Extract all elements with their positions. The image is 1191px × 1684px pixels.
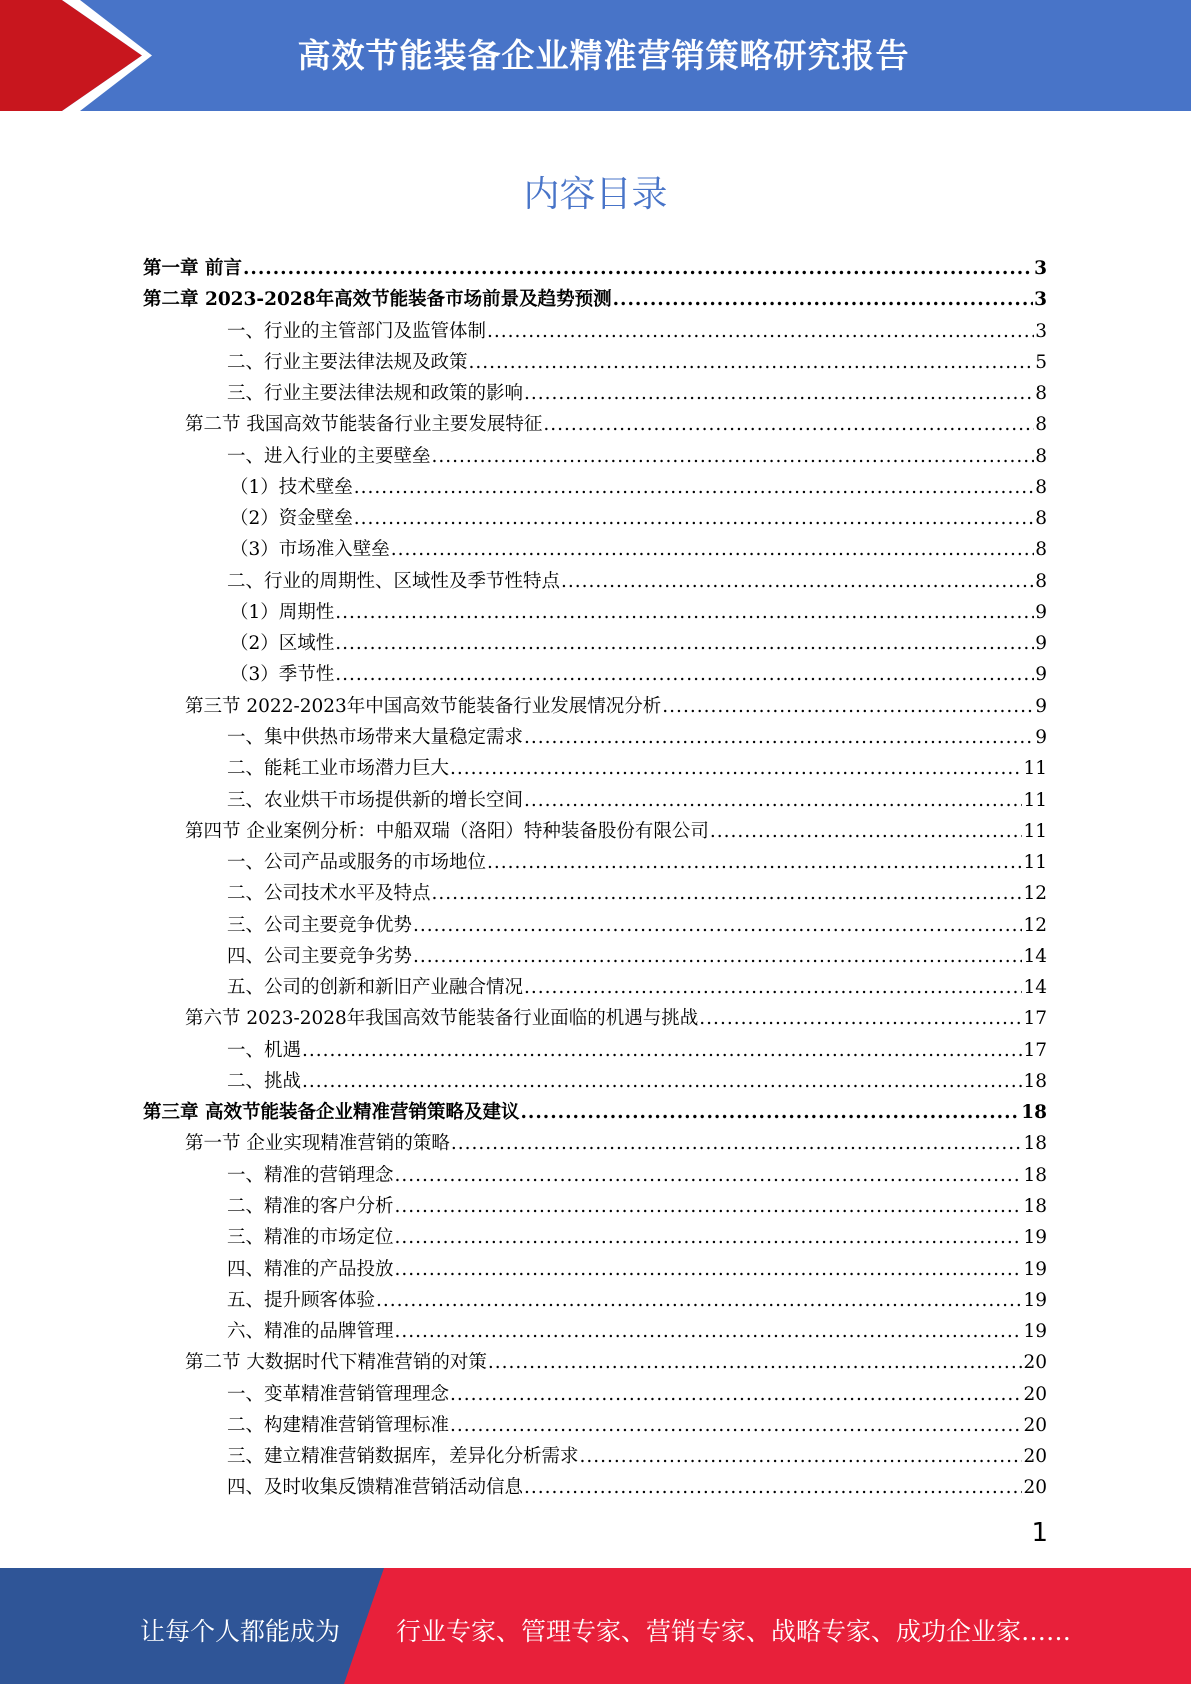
toc-entry[interactable] [0, 1348, 1191, 1379]
toc-dot-leader [354, 477, 1034, 498]
toc-entry-title: 第三节 2022-2023年中国高效节能装备行业发展情况分析 [185, 695, 662, 717]
toc-dot-leader [395, 1227, 1023, 1248]
toc-entry[interactable] [0, 879, 1191, 910]
toc-entry[interactable] [0, 848, 1191, 879]
toc-entry-title: （3）市场准入壁垒 [230, 539, 390, 561]
toc-dot-leader [662, 696, 1034, 717]
toc-entry-page: 11 [1023, 789, 1047, 811]
toc-dot-leader [488, 1352, 1023, 1373]
toc-entry-page: 8 [1035, 383, 1047, 405]
toc-dot-leader [395, 1321, 1023, 1342]
toc-entry-page: 18 [1023, 1070, 1047, 1092]
toc-entry[interactable] [0, 410, 1191, 441]
toc-dot-leader [524, 727, 1034, 748]
table-of-contents [0, 254, 1191, 1505]
toc-entry-page: 18 [1023, 1164, 1047, 1186]
toc-dot-leader [432, 446, 1035, 467]
toc-entry-page: 20 [1023, 1446, 1047, 1468]
toc-entry-title: 二、行业主要法律法规及政策 [227, 351, 468, 373]
toc-dot-leader [524, 977, 1022, 998]
toc-entry-title: 二、挑战 [227, 1070, 302, 1092]
toc-dot-leader [699, 1008, 1022, 1029]
toc-entry-page: 19 [1023, 1289, 1047, 1311]
toc-entry-title: 五、公司的创新和新旧产业融合情况 [227, 977, 524, 999]
footer-banner [0, 1568, 1191, 1684]
toc-dot-leader [335, 664, 1034, 685]
toc-entry-title: （2）资金壁垒 [230, 508, 353, 530]
toc-dot-leader [335, 633, 1034, 654]
toc-heading: 内容目录 [523, 174, 668, 215]
toc-entry-page: 11 [1023, 852, 1047, 874]
toc-entry-page: 18 [1021, 1102, 1047, 1124]
toc-dot-leader [524, 790, 1022, 811]
toc-entry-page: 19 [1023, 1258, 1047, 1280]
toc-entry[interactable] [0, 942, 1191, 973]
toc-entry-page: 18 [1023, 1195, 1047, 1217]
footer-slogan-left: 让每个人都能成为 [140, 1617, 341, 1646]
toc-entry[interactable] [0, 348, 1191, 379]
toc-entry-title: 二、精准的客户分析 [227, 1195, 394, 1217]
toc-entry-title: 三、农业烘干市场提供新的增长空间 [227, 789, 524, 811]
toc-entry-title: 六、精准的品牌管理 [227, 1321, 394, 1343]
toc-entry[interactable] [0, 723, 1191, 754]
toc-entry[interactable] [0, 754, 1191, 785]
toc-entry-page: 14 [1023, 977, 1047, 999]
toc-entry-title: 二、公司技术水平及特点 [227, 883, 431, 905]
toc-entry[interactable] [0, 285, 1191, 316]
toc-entry-title: 第四节 企业案例分析：中船双瑞（洛阳）特种装备股份有限公司 [185, 820, 709, 842]
toc-entry-page: 3 [1034, 258, 1047, 279]
toc-entry-title: （2）区域性 [230, 633, 335, 655]
toc-entry-page: 17 [1023, 1039, 1047, 1061]
toc-entry[interactable] [0, 1129, 1191, 1160]
toc-entry[interactable] [0, 660, 1191, 691]
toc-entry-title: 一、精准的营销理念 [227, 1164, 394, 1186]
toc-entry-title: 二、构建精准营销管理标准 [227, 1414, 450, 1436]
toc-entry-page: 18 [1023, 1133, 1047, 1155]
toc-entry[interactable] [0, 1442, 1191, 1473]
toc-entry[interactable] [0, 535, 1191, 566]
toc-dot-leader [520, 1102, 1020, 1123]
toc-entry-title: 第三章 高效节能装备企业精准营销策略及建议 [143, 1102, 520, 1124]
toc-entry[interactable] [0, 692, 1191, 723]
toc-entry[interactable] [0, 1411, 1191, 1442]
toc-entry-page: 11 [1023, 758, 1047, 780]
toc-entry[interactable] [0, 598, 1191, 629]
toc-entry[interactable] [0, 317, 1191, 348]
footer-slogan-right: 行业专家、管理专家、营销专家、战略专家、成功企业家…… [396, 1617, 1072, 1646]
toc-entry[interactable] [0, 442, 1191, 473]
toc-entry[interactable] [0, 1098, 1191, 1129]
toc-entry-page: 9 [1035, 601, 1047, 623]
toc-entry-title: 四、及时收集反馈精准营销活动信息 [227, 1477, 524, 1499]
toc-entry[interactable] [0, 254, 1191, 285]
toc-entry-title: 一、公司产品或服务的市场地位 [227, 852, 487, 874]
toc-dot-leader [450, 1415, 1022, 1436]
toc-dot-leader [302, 1040, 1022, 1061]
toc-dot-leader [395, 1259, 1023, 1280]
toc-entry-title: 一、进入行业的主要壁垒 [227, 445, 431, 467]
toc-entry[interactable] [0, 973, 1191, 1004]
toc-entry-page: 9 [1035, 664, 1047, 686]
toc-dot-leader [469, 352, 1035, 373]
toc-entry[interactable] [0, 1223, 1191, 1254]
toc-entry-page: 17 [1023, 1008, 1047, 1030]
toc-dot-leader [561, 571, 1034, 592]
toc-entry-title: 二、行业的周期性、区域性及季节性特点 [227, 570, 561, 592]
toc-dot-leader [302, 1071, 1022, 1092]
toc-entry-page: 12 [1023, 914, 1047, 936]
toc-entry-title: 一、集中供热市场带来大量稳定需求 [227, 726, 524, 748]
toc-entry-page: 12 [1023, 883, 1047, 905]
toc-entry-title: 三、行业主要法律法规和政策的影响 [227, 383, 524, 405]
toc-entry-page: 19 [1023, 1321, 1047, 1343]
toc-entry[interactable] [0, 1317, 1191, 1348]
toc-entry-title: 三、建立精准营销数据库，差异化分析需求 [227, 1446, 579, 1468]
toc-dot-leader [413, 915, 1022, 936]
toc-entry-title: 五、提升顾客体验 [227, 1289, 376, 1311]
toc-entry-title: 第一节 企业实现精准营销的策略 [185, 1133, 450, 1155]
toc-entry-page: 8 [1035, 570, 1047, 592]
toc-entry-page: 9 [1035, 726, 1047, 748]
toc-entry-title: （1）技术壁垒 [230, 476, 353, 498]
toc-entry[interactable] [0, 473, 1191, 504]
toc-entry-title: 一、变革精准营销管理理念 [227, 1383, 450, 1405]
toc-dot-leader [524, 1477, 1022, 1498]
toc-dot-leader [243, 258, 1033, 279]
toc-entry-page: 8 [1035, 414, 1047, 436]
report-title: 高效节能装备企业精准营销策略研究报告 [297, 36, 910, 75]
toc-entry-title: （3）季节性 [230, 664, 335, 686]
toc-entry[interactable] [0, 786, 1191, 817]
toc-dot-leader [450, 758, 1022, 779]
toc-entry-page: 20 [1023, 1477, 1047, 1499]
toc-entry[interactable] [0, 567, 1191, 598]
toc-entry[interactable] [0, 817, 1191, 848]
toc-entry-page: 9 [1035, 695, 1047, 717]
toc-entry-page: 8 [1035, 539, 1047, 561]
toc-entry[interactable] [0, 1067, 1191, 1098]
toc-entry-title: （1）周期性 [230, 601, 335, 623]
toc-dot-leader [487, 321, 1034, 342]
toc-entry[interactable] [0, 504, 1191, 535]
toc-dot-leader [413, 946, 1022, 967]
toc-dot-leader [395, 1165, 1023, 1186]
toc-dot-leader [613, 289, 1034, 310]
toc-dot-leader [543, 414, 1034, 435]
toc-entry-page: 20 [1023, 1352, 1047, 1374]
toc-dot-leader [354, 508, 1034, 529]
toc-entry[interactable] [0, 1036, 1191, 1067]
toc-entry[interactable] [0, 1380, 1191, 1411]
toc-dot-leader [524, 383, 1034, 404]
toc-entry[interactable] [0, 1004, 1191, 1035]
toc-entry-title: 第六节 2023-2028年我国高效节能装备行业面临的机遇与挑战 [185, 1008, 699, 1030]
toc-entry[interactable] [0, 629, 1191, 660]
toc-entry-title: 第二章 2023-2028年高效节能装备市场前景及趋势预测 [143, 289, 612, 311]
toc-entry-title: 四、公司主要竞争劣势 [227, 945, 413, 967]
toc-entry[interactable] [0, 1161, 1191, 1192]
toc-entry-page: 8 [1035, 476, 1047, 498]
toc-entry-title: 一、行业的主管部门及监管体制 [227, 320, 487, 342]
toc-entry-page: 3 [1035, 320, 1047, 342]
toc-dot-leader [710, 821, 1023, 842]
toc-entry[interactable] [0, 911, 1191, 942]
toc-entry[interactable] [0, 1255, 1191, 1286]
toc-entry-page: 8 [1035, 508, 1047, 530]
toc-dot-leader [376, 1290, 1022, 1311]
toc-entry-page: 11 [1023, 820, 1047, 842]
toc-entry-title: 第二节 我国高效节能装备行业主要发展特征 [185, 414, 543, 436]
toc-dot-leader [391, 539, 1034, 560]
toc-entry-page: 9 [1035, 633, 1047, 655]
toc-entry-page: 5 [1035, 351, 1047, 373]
toc-entry-title: 一、机遇 [227, 1039, 302, 1061]
toc-dot-leader [487, 852, 1022, 873]
toc-entry[interactable] [0, 1473, 1191, 1504]
toc-entry-title: 二、能耗工业市场潜力巨大 [227, 758, 450, 780]
page-number: 1 [1031, 1518, 1048, 1548]
toc-dot-leader [450, 1384, 1022, 1405]
toc-entry-page: 14 [1023, 945, 1047, 967]
toc-dot-leader [580, 1446, 1023, 1467]
toc-entry-title: 第二节 大数据时代下精准营销的对策 [185, 1352, 487, 1374]
toc-entry[interactable] [0, 379, 1191, 410]
toc-entry-title: 三、公司主要竞争优势 [227, 914, 413, 936]
toc-dot-leader [335, 602, 1034, 623]
toc-entry[interactable] [0, 1286, 1191, 1317]
toc-entry-page: 3 [1034, 289, 1047, 311]
toc-dot-leader [451, 1133, 1023, 1154]
toc-entry-page: 20 [1023, 1414, 1047, 1436]
toc-entry-page: 19 [1023, 1227, 1047, 1249]
toc-entry-page: 8 [1035, 445, 1047, 467]
toc-entry[interactable] [0, 1192, 1191, 1223]
toc-entry-page: 20 [1023, 1383, 1047, 1405]
toc-entry-title: 四、精准的产品投放 [227, 1258, 394, 1280]
toc-dot-leader [432, 883, 1023, 904]
toc-entry-title: 第一章 前言 [143, 258, 242, 279]
toc-entry-title: 三、精准的市场定位 [227, 1227, 394, 1249]
report-header-banner [0, 0, 1191, 111]
toc-dot-leader [395, 1196, 1023, 1217]
